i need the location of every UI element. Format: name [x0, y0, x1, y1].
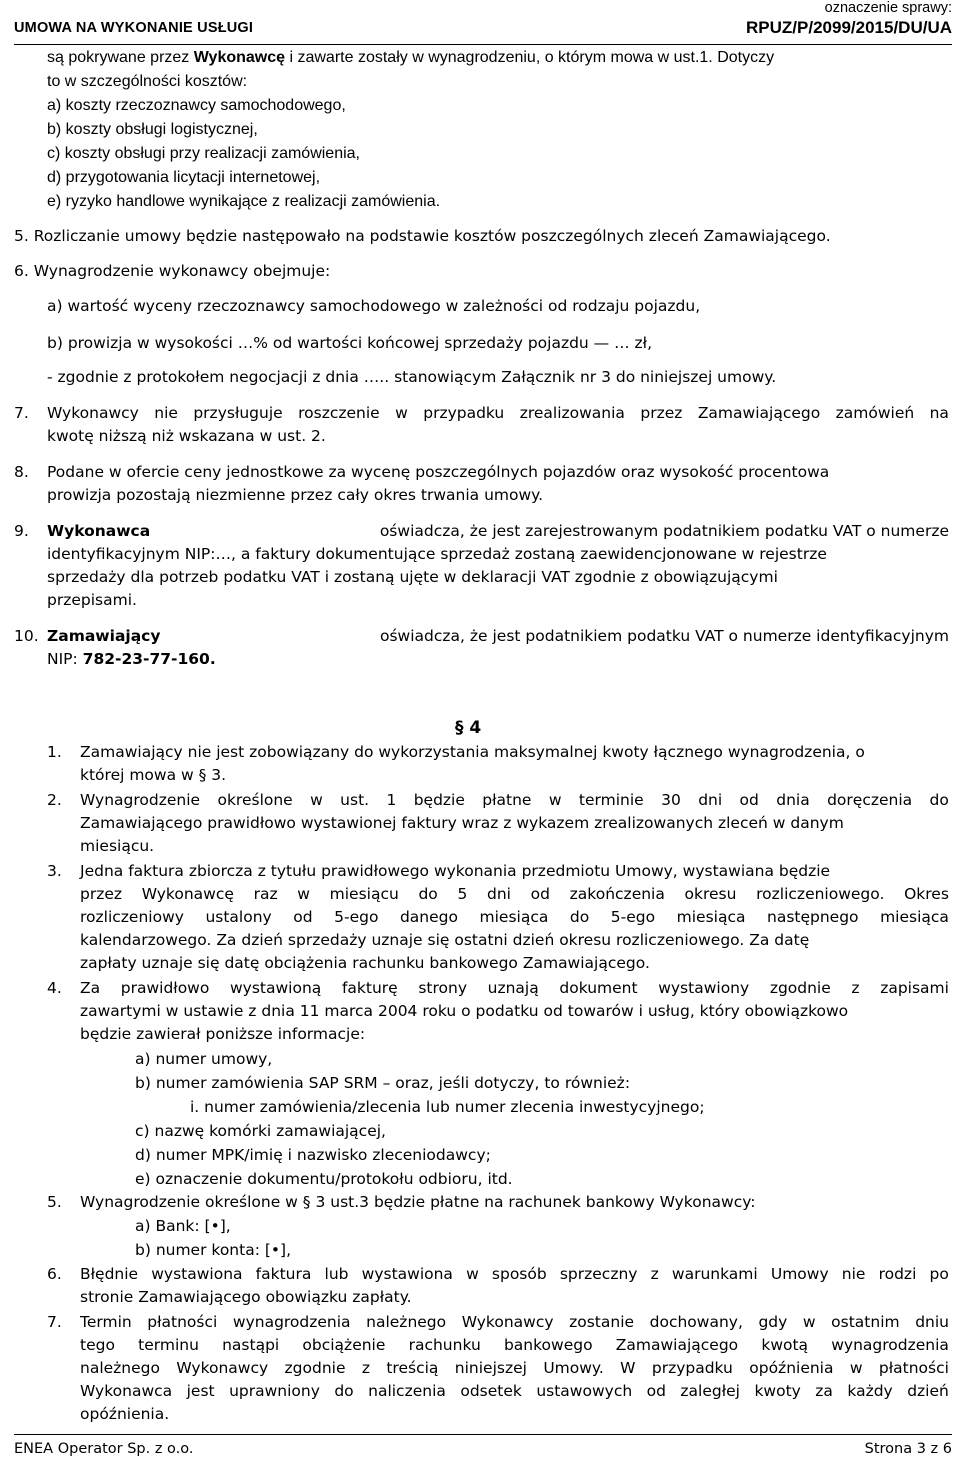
word: od — [530, 885, 550, 903]
word: opóźnienia — [749, 1359, 834, 1377]
s4-item-5-number: 5. — [47, 1193, 62, 1211]
word: zamówień — [835, 404, 915, 422]
word: rodzi — [878, 1265, 917, 1283]
word: należnego — [366, 1313, 447, 1331]
s4-item-4-line-2: zawartymi w ustawie z dnia 11 marca 2004 roku o podatku od towarów i usług, który obowiązkowo — [80, 1002, 849, 1020]
s4-item-4-line-3: będzie zawierał poniższe informacje: — [80, 1025, 366, 1043]
word: 5-ego — [610, 908, 656, 926]
paragraph-9-line-1: Wykonawca oświadcza, że jest zarejestrowanym podatnikiem podatku VAT o numerze — [47, 522, 949, 540]
word: płatności — [878, 1359, 949, 1377]
word: danego — [399, 908, 458, 926]
s4-item-6-line-1 — [80, 1264, 949, 1284]
word: dniu — [915, 1313, 949, 1331]
word: zaległej — [680, 1382, 740, 1400]
paragraph-10-line-2: NIP: 782-23-77-160. — [47, 650, 216, 668]
word: zrealizowania — [519, 404, 625, 422]
s4-item-3-line-2 — [80, 884, 949, 904]
word: gdy — [758, 1313, 788, 1331]
word: Umowy — [770, 1265, 829, 1283]
word: Wykonawca — [80, 1382, 173, 1400]
word: ust. — [340, 791, 370, 809]
word: zgodnie — [769, 979, 831, 997]
word: wystawiony — [658, 979, 750, 997]
word: warunkami — [671, 1265, 758, 1283]
word: zostanie — [569, 1313, 635, 1331]
paragraph-6-c: - zgodnie z protokołem negocjacji z dnia ….. stanowiącym Załącznik nr 3 do niniejszej umowy. — [47, 368, 777, 386]
paragraph-8-line-2: prowizja pozostają niezmienne przez cały okres trwania umowy. — [47, 486, 544, 504]
word: lub — [324, 1265, 349, 1283]
word: w — [849, 1359, 863, 1377]
bank-account: b) numer konta: [•], — [135, 1241, 292, 1259]
paragraph-5: 5. Rozliczanie umowy będzie następowało na podstawie kosztów poszczególnych zleceń Zamawiającego. — [14, 227, 831, 245]
invoice-info-b: b) numer zamówienia SAP SRM – oraz, jeśli dotyczy, to również: — [135, 1074, 631, 1092]
s4-item-7-line-2 — [80, 1335, 949, 1355]
word: nie — [154, 404, 178, 422]
s4-item-1-line-1: Zamawiający nie jest zobowiązany do wykorzystania maksymalnej kwoty łącznego wynagrodzenia, o — [80, 743, 865, 761]
word: wystawiona — [151, 1265, 243, 1283]
word: sposób — [491, 1265, 547, 1283]
word: miesiącu — [329, 885, 399, 903]
word: terminu — [138, 1336, 199, 1354]
word: Za — [80, 979, 101, 997]
word: będzie — [413, 791, 465, 809]
word: prawidłowo — [120, 979, 210, 997]
word: określone — [217, 791, 293, 809]
word: od — [293, 908, 313, 926]
word: jest — [186, 1382, 215, 1400]
word: fakturę — [341, 979, 398, 997]
s4-item-3-line-1: Jedna faktura zbiorcza z tytułu prawidłowego wykonania przedmiotu Umowy, wystawiana będzie — [80, 862, 831, 880]
paragraph-6-intro: 6. Wynagrodzenie wykonawcy obejmuje: — [14, 262, 331, 280]
word: z — [361, 1359, 370, 1377]
word: w — [297, 885, 310, 903]
word: ostatnim — [831, 1313, 900, 1331]
word: ustawowych — [536, 1382, 633, 1400]
word: w — [395, 404, 408, 422]
word: za — [815, 1382, 833, 1400]
word: zapisami — [880, 979, 949, 997]
case-number: RPUZ/P/2099/2015/DU/UA — [746, 18, 952, 37]
word: przypadku — [651, 1359, 733, 1377]
word: wystawioną — [230, 979, 322, 997]
word: w — [802, 1313, 816, 1331]
s4-item-2-line-3: miesiącu. — [80, 837, 155, 855]
word: rozliczeniowego. — [756, 885, 885, 903]
s4-item-6-line-2: stronie Zamawiającego obowiązku zapłaty. — [80, 1288, 412, 1306]
word: niniejszej — [454, 1359, 527, 1377]
paragraph-8-line-1: Podane w ofercie ceny jednostkowe za wycenę poszczególnych pojazdów oraz wysokość procentowa — [47, 463, 830, 481]
word: każdy — [847, 1382, 893, 1400]
bank-name: a) Bank: [•], — [135, 1217, 231, 1235]
word: dokument — [559, 979, 638, 997]
word: uznają — [487, 979, 539, 997]
page-footer — [14, 1434, 952, 1461]
s4-item-2-number: 2. — [47, 791, 62, 809]
word: w — [548, 791, 562, 809]
word: wynagrodzenia — [232, 1313, 351, 1331]
word: zakończenia — [569, 885, 665, 903]
s4-item-7-line-5: opóźnienia. — [80, 1405, 170, 1423]
word: przysługuje — [193, 404, 283, 422]
s4-item-2-line-1 — [80, 790, 949, 810]
word: rachunku — [408, 1336, 481, 1354]
word: przez — [640, 404, 683, 422]
word: kwoty — [754, 1382, 801, 1400]
cost-item-c: c) koszty obsługi przy realizacji zamówienia, — [47, 145, 360, 162]
s4-item-7-line-4 — [80, 1381, 949, 1401]
word: po — [929, 1265, 949, 1283]
word: 30 — [661, 791, 681, 809]
word: Wykonawcę — [141, 885, 234, 903]
s4-item-5-line: Wynagrodzenie określone w § 3 ust.3 będzie płatne na rachunek bankowy Wykonawcy: — [80, 1193, 756, 1211]
word: doręczenia — [827, 791, 913, 809]
invoice-info-d: d) numer MPK/imię i nazwisko zleceniodawcy; — [135, 1146, 491, 1164]
word: przez — [80, 885, 123, 903]
word: do — [418, 885, 438, 903]
cost-item-b: b) koszty obsługi logistycznej, — [47, 121, 258, 138]
word: uprawniony — [229, 1382, 320, 1400]
nip-number: 782-23-77-160. — [82, 650, 216, 668]
paragraph-9-line-3: sprzedaży dla potrzeb podatku VAT i zostaną ujęte w deklaracji VAT zgodnie z obowiązującymi — [47, 568, 778, 586]
word: od — [646, 1382, 666, 1400]
word: do — [334, 1382, 354, 1400]
s4-item-3-number: 3. — [47, 862, 62, 880]
word: od — [739, 791, 759, 809]
s4-item-2-line-2: Zamawiającego prawidłowo wystawionej faktury wraz z wykazem zrealizowanych zleceń w danym — [80, 814, 844, 832]
word: Wykonawcy — [176, 1359, 269, 1377]
s4-item-7-line-3 — [80, 1358, 949, 1378]
s4-item-4-number: 4. — [47, 979, 62, 997]
word: raz — [253, 885, 278, 903]
word: wynagrodzenia — [831, 1336, 949, 1354]
footer-page-number: Strona 3 z 6 — [864, 1441, 952, 1457]
paragraph-7-line-2: kwotę niższą niż wskazana w ust. 2. — [47, 427, 326, 445]
s4-item-3-line-3 — [80, 907, 949, 927]
word: przypadku — [423, 404, 505, 422]
word: następnego — [767, 908, 859, 926]
cost-item-a: a) koszty rzeczoznawcy samochodowego, — [47, 97, 346, 114]
paragraph-9-number: 9. — [14, 522, 29, 540]
word: dnia — [776, 791, 810, 809]
intro-line-1: są pokrywane przez Wykonawcę i zawarte zostały w wynagrodzeniu, o którym mowa w ust.1. Dotyczy — [47, 49, 775, 66]
word: strony — [418, 979, 467, 997]
invoice-info-b-i: i. numer zamówienia/zlecenia lub numer zlecenia inwestycyjnego; — [190, 1098, 705, 1116]
word: okresu — [684, 885, 737, 903]
paragraph-6-b: b) prowizja w wysokości …% od wartości końcowej sprzedaży pojazdu — … zł, — [47, 334, 652, 352]
s4-item-3-line-4: kalendarzowego. Za dzień sprzedaży uznaje się ostatni dzień okresu rozliczeniowego. Za datę — [80, 931, 810, 949]
word: dzień — [907, 1382, 949, 1400]
word: ustalony — [205, 908, 272, 926]
word: rozliczeniowy — [80, 908, 184, 926]
intro-line-2: to w szczególności kosztów: — [47, 73, 248, 90]
word: dni — [487, 885, 511, 903]
word: obciążenie — [302, 1336, 386, 1354]
word: w — [310, 791, 323, 809]
word: tego — [80, 1336, 115, 1354]
word: faktura — [255, 1265, 312, 1283]
word: wystawiona — [361, 1265, 453, 1283]
cost-item-d: d) przygotowania licytacji internetowej, — [47, 169, 321, 186]
word: 5-ego — [334, 908, 379, 926]
paragraph-9-line-2: identyfikacyjnym NIP:…, a faktury dokumentujące sprzedaż zostaną zaewidencjonowane w rejestrze — [47, 545, 827, 563]
s4-item-4-line-1 — [80, 978, 949, 998]
paragraph-9-line-4: przepisami. — [47, 591, 137, 609]
word: zgodnie — [284, 1359, 346, 1377]
word: sprzeczny — [559, 1265, 638, 1283]
word: miesiąca — [880, 908, 949, 926]
word: Błędnie — [80, 1265, 139, 1283]
invoice-info-e: e) oznaczenie dokumentu/protokołu odbioru, itd. — [135, 1170, 513, 1188]
invoice-info-a: a) numer umowy, — [135, 1050, 273, 1068]
word: bankowego — [503, 1336, 593, 1354]
word: treścią — [386, 1359, 439, 1377]
word: płatne — [482, 791, 532, 809]
paragraph-10-line-1: Zamawiający oświadcza, że jest podatnikiem podatku VAT o numerze identyfikacyjnym — [47, 627, 949, 645]
word: roszczenie — [298, 404, 380, 422]
word: Termin — [80, 1313, 132, 1331]
paragraph-8-number: 8. — [14, 463, 29, 481]
paragraph-7-number: 7. — [14, 404, 29, 422]
paragraph-7-line-1 — [47, 403, 949, 423]
word: Wykonawcy — [461, 1313, 554, 1331]
case-label: oznaczenie sprawy: — [824, 0, 952, 16]
page-header — [14, 0, 952, 45]
word: Wynagrodzenie — [80, 791, 201, 809]
word: należnego — [80, 1359, 160, 1377]
s4-item-7-line-1 — [80, 1312, 949, 1332]
s4-item-1-number: 1. — [47, 743, 62, 761]
word: nastąpi — [222, 1336, 280, 1354]
s4-item-1-line-2: której mowa w § 3. — [80, 766, 227, 784]
word: w — [466, 1265, 479, 1283]
word: miesiąca — [676, 908, 746, 926]
word: dni — [698, 791, 723, 809]
word: miesiąca — [479, 908, 549, 926]
word: naliczenia — [368, 1382, 446, 1400]
word: nie — [841, 1265, 866, 1283]
word: na — [929, 404, 949, 422]
word: W — [620, 1359, 636, 1377]
word: do — [929, 791, 949, 809]
word: kwotą — [761, 1336, 809, 1354]
word: płatności — [147, 1313, 218, 1331]
document-type: UMOWA NA WYKONANIE USŁUGI — [14, 20, 254, 36]
word: do — [569, 908, 590, 926]
word: Okres — [904, 885, 949, 903]
s4-item-3-line-5: zapłaty uznaje się datę obciążenia rachunku bankowego Zamawiającego. — [80, 954, 650, 972]
section-4-heading: § 4 — [455, 718, 482, 738]
footer-company: ENEA Operator Sp. z o.o. — [14, 1441, 194, 1457]
word: Wykonawcy — [47, 404, 139, 422]
word: terminie — [578, 791, 644, 809]
word: Zamawiającego — [615, 1336, 739, 1354]
word: 5 — [457, 885, 468, 903]
cost-item-e: e) ryzyko handlowe wynikające z realizacji zamówienia. — [47, 193, 441, 210]
word: z — [851, 979, 860, 997]
word: dochowany, — [649, 1313, 743, 1331]
word: z — [650, 1265, 659, 1283]
paragraph-6-a: a) wartość wyceny rzeczoznawcy samochodowego w zależności od rodzaju pojazdu, — [47, 297, 701, 315]
word: Zamawiającego — [697, 404, 821, 422]
word: Umowy. — [543, 1359, 604, 1377]
word: 1 — [386, 791, 397, 809]
paragraph-10-number: 10. — [14, 627, 39, 645]
s4-item-6-number: 6. — [47, 1265, 62, 1283]
s4-item-7-number: 7. — [47, 1313, 62, 1331]
word: odsetek — [460, 1382, 522, 1400]
invoice-info-c: c) nazwę komórki zamawiającej, — [135, 1122, 386, 1140]
